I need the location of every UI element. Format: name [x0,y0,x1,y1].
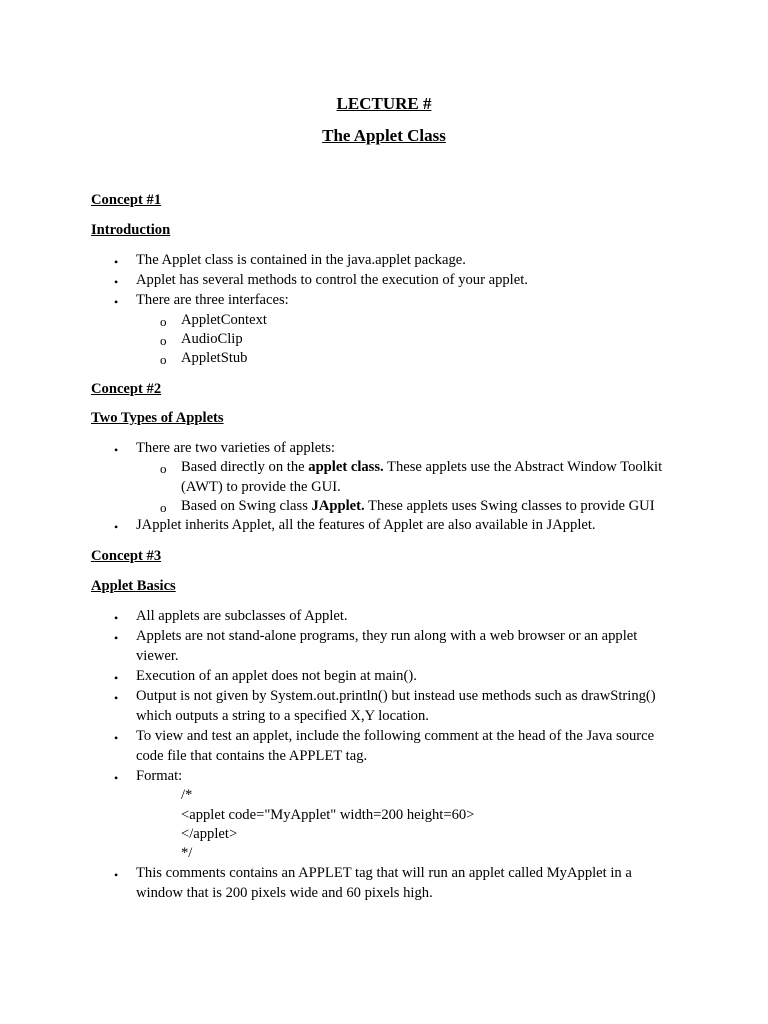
list-item: There are two varieties of applets: [136,440,335,456]
list-item-continuation: viewer. [136,648,179,664]
two-types-heading: Two Types of Applets [91,410,224,426]
bullet-icon: • [114,255,119,269]
list-item-continuation: which outputs a string to a specified X,Y location. [136,708,429,724]
text-run: Based directly on the [181,459,309,475]
bullet-icon: • [114,731,119,745]
code-line: <applet code="MyApplet" width=200 height=60> [181,807,475,823]
code-line: /* [181,787,193,803]
bullet-icon: • [114,631,119,645]
sub-list-item: AppletStub [181,350,248,366]
sub-bullet-icon: o [160,500,167,515]
bold-term: JApplet. [311,498,365,514]
text-run: Based on Swing class [181,498,312,514]
sub-bullet-icon: o [160,352,167,367]
bullet-icon: • [114,671,119,685]
concept-3-label: Concept #3 [91,548,162,564]
list-item: Applets are not stand-alone programs, they run along with a web browser or an applet [136,628,638,644]
sub-bullet-icon: o [160,461,167,476]
bullet-icon: • [114,771,119,785]
sub-bullet-icon: o [160,314,167,329]
list-item: To view and test an applet, include the following comment at the head of the Java source [136,728,655,744]
concept-1-label: Concept #1 [91,192,162,208]
introduction-heading: Introduction [91,222,171,238]
bullet-icon: • [114,295,119,309]
sub-bullet-icon: o [160,333,167,348]
list-item: There are three interfaces: [136,292,289,308]
bullet-icon: • [114,520,119,534]
bullet-icon: • [114,691,119,705]
bold-term: applet class. [308,459,384,475]
applet-basics-heading: Applet Basics [91,578,176,594]
list-item: Output is not given by System.out.println() but instead use methods such as drawString() [136,688,656,704]
sub-list-item-continuation: (AWT) to provide the GUI. [181,479,341,495]
text-run: These applets use the Abstract Window Toolkit [383,459,663,475]
sub-list-item: AppletContext [181,312,267,328]
list-item: The Applet class is contained in the java.applet package. [136,252,466,268]
list-item-continuation: code file that contains the APPLET tag. [136,748,368,764]
sub-list-item [181,458,662,478]
list-item: This comments contains an APPLET tag that will run an applet called MyApplet in a [136,865,632,881]
concept-2-label: Concept #2 [91,381,162,397]
list-item: JApplet inherits Applet, all the features of Applet are also available in JApplet. [136,517,596,533]
sub-list-item [181,497,655,517]
page-title: The Applet Class [322,126,446,145]
code-line: */ [181,845,193,861]
list-item: Execution of an applet does not begin at main(). [136,668,417,684]
lecture-number: LECTURE # [336,94,432,113]
list-item-continuation: window that is 200 pixels wide and 60 pixels high. [136,885,433,901]
bullet-icon: • [114,868,119,882]
list-item: All applets are subclasses of Applet. [136,608,348,624]
list-item: Applet has several methods to control the execution of your applet. [136,272,528,288]
bullet-icon: • [114,611,119,625]
text-run: These applets uses Swing classes to provide GUI [364,498,655,514]
list-item: Format: [136,768,183,784]
code-line: </applet> [181,826,238,842]
bullet-icon: • [114,275,119,289]
sub-list-item: AudioClip [181,331,243,347]
bullet-icon: • [114,443,119,457]
